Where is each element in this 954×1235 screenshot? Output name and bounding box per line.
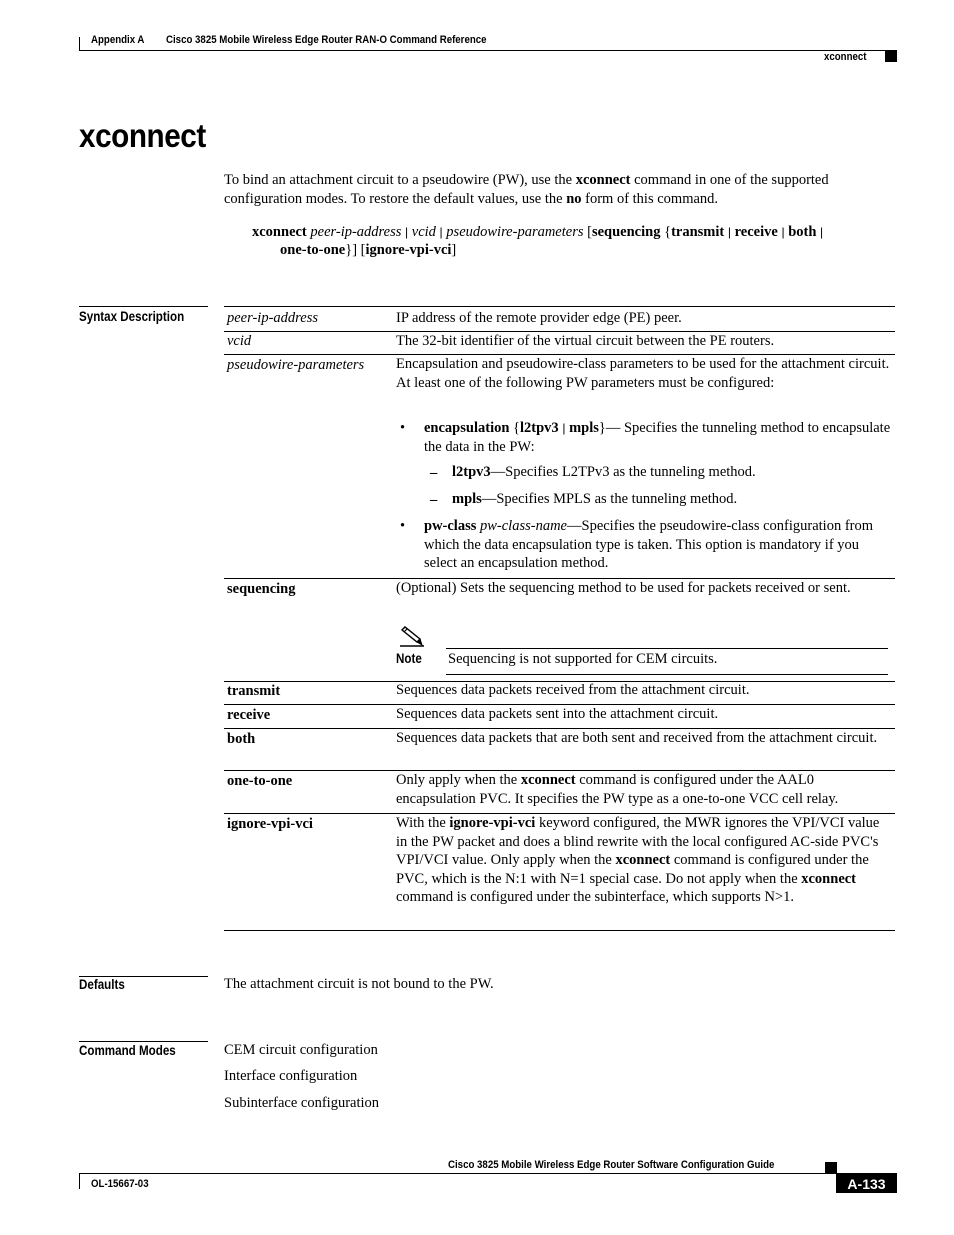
intro-text-3: form of this command. bbox=[581, 190, 719, 207]
syntax-kw-both: both bbox=[788, 224, 817, 240]
syntax-arg-peer: peer-ip-address bbox=[310, 224, 402, 240]
intro-text-1: To bind an attachment circuit to a pseudowire (PW), use the bbox=[224, 172, 576, 188]
section-command-modes: Command Modes bbox=[79, 1043, 176, 1058]
term-vcid: vcid bbox=[227, 333, 252, 349]
ign-keyword: ignore-vpi-vci bbox=[449, 815, 536, 831]
term-sequencing: sequencing bbox=[227, 581, 296, 597]
kw-mpls: mpls bbox=[452, 491, 482, 507]
syntax-bar: | bbox=[781, 225, 785, 239]
bullet-pw-class bbox=[424, 517, 892, 573]
mode-item: Interface configuration bbox=[224, 1068, 358, 1084]
footer-doc-id: OL-15667-03 bbox=[91, 1178, 149, 1190]
term-transmit: transmit bbox=[227, 683, 281, 699]
dash-icon: – bbox=[430, 465, 438, 481]
ign-command-2: xconnect bbox=[801, 870, 857, 887]
sideline-command-modes bbox=[79, 1041, 208, 1042]
syntax-kw-one-to-one: one-to-one bbox=[280, 242, 346, 258]
bullet-encapsulation: encapsulation {l2tpv3 | mpls}— Specifies the tunneling method to encapsulate the data in the PW: bbox=[424, 420, 891, 455]
term-both: both bbox=[227, 731, 256, 747]
term-ignore-vpi-vci: ignore-vpi-vci bbox=[227, 816, 313, 832]
table-top-rule bbox=[224, 306, 895, 307]
kw-l2tpv3: l2tpv3 bbox=[520, 420, 559, 436]
pencil-icon bbox=[398, 626, 426, 648]
dash-icon: – bbox=[430, 492, 438, 508]
footer-page-number: A-133 bbox=[847, 1176, 886, 1192]
header-section: xconnect bbox=[824, 51, 867, 63]
desc-receive: Sequences data packets sent into the attachment circuit. bbox=[396, 706, 719, 722]
syntax-bar: | bbox=[405, 225, 409, 239]
pw-class-desc: —Specifies the pseudowire-class configuration from which the data encapsulation type is taken. This option is mandatory if you select an encapsulation method. bbox=[424, 518, 874, 572]
syntax-arg-pw: pseudowire-parameters bbox=[446, 224, 584, 240]
header-book-title: Cisco 3825 Mobile Wireless Edge Router RAN-O Command Reference bbox=[166, 34, 487, 46]
section-defaults: Defaults bbox=[79, 977, 125, 992]
desc-transmit: Sequences data packets received from the attachment circuit. bbox=[396, 682, 750, 698]
intro-command: xconnect bbox=[575, 172, 631, 188]
defaults-text: The attachment circuit is not bound to the PW. bbox=[224, 976, 494, 992]
term-receive: receive bbox=[227, 707, 271, 723]
syntax-line-2: one-to-one}] [ignore-vpi-vci] bbox=[280, 242, 457, 258]
bullet-icon: • bbox=[400, 518, 406, 534]
kw-encapsulation: encapsulation bbox=[424, 420, 510, 436]
l2tpv3-desc: —Specifies L2TPv3 as the tunneling method. bbox=[490, 464, 756, 480]
header-left-bar bbox=[79, 37, 80, 51]
desc-sequencing: (Optional) Sets the sequencing method to be used for packets received or sent. bbox=[396, 580, 851, 596]
intro-text-2: command in one of the supported configuration modes. To restore the default values, use the bbox=[224, 172, 829, 207]
mode-item: Subinterface configuration bbox=[224, 1095, 380, 1111]
header-rule bbox=[79, 50, 897, 51]
footer-guide-title: Cisco 3825 Mobile Wireless Edge Router Software Configuration Guide bbox=[448, 1159, 775, 1171]
syntax-kw-sequencing: sequencing bbox=[591, 224, 661, 240]
term-pseudowire-parameters: pseudowire-parameters bbox=[227, 357, 365, 373]
one-command: xconnect bbox=[520, 772, 576, 788]
syntax-arg-vcid: vcid bbox=[411, 224, 436, 240]
desc-vcid: The 32-bit identifier of the virtual circuit between the PE routers. bbox=[396, 333, 775, 349]
kw-pw-class: pw-class bbox=[424, 518, 477, 534]
table-bottom-rule bbox=[224, 930, 895, 931]
page-title: xconnect bbox=[79, 117, 206, 154]
note-text: Sequencing is not supported for CEM circuits. bbox=[448, 651, 718, 667]
syntax-bar: | bbox=[727, 225, 731, 239]
section-syntax-description: Syntax Description bbox=[79, 309, 185, 324]
syntax-command: xconnect bbox=[252, 224, 307, 240]
header-black-block bbox=[885, 50, 897, 62]
mode-item: CEM circuit configuration bbox=[224, 1042, 378, 1058]
header-appendix: Appendix A bbox=[91, 34, 145, 46]
desc-one-to-one bbox=[396, 771, 892, 808]
syntax-kw-transmit: transmit bbox=[671, 224, 725, 240]
desc-ignore-vpi-vci bbox=[396, 814, 892, 907]
one-text-2: command is configured under the AAL0 encapsulation PVC. It specifies the PW type as a one-to-one VCC cell relay. bbox=[396, 772, 839, 807]
kw-l2tpv3: l2tpv3 bbox=[452, 464, 491, 480]
syntax-bar: | bbox=[820, 225, 824, 239]
ign-text-2: keyword configured, the MWR ignores the VPI/VCI value in the PW packet and does a blind rewrite with the local configured AC-side PVC's VPI/VCI value. Only apply when the bbox=[396, 815, 880, 869]
syntax-kw-ignore: ignore-vpi-vci bbox=[365, 242, 452, 258]
arg-pw-class-name: pw-class-name bbox=[480, 518, 567, 534]
intro-no-keyword: no bbox=[566, 190, 582, 207]
ign-text-1: With the bbox=[396, 815, 450, 831]
sub-l2tpv3 bbox=[452, 464, 892, 481]
sub-mpls bbox=[452, 491, 892, 508]
desc-pseudowire-parameters: Encapsulation and pseudowire-class parameters to be used for the attachment circuit. At least one of the following PW parameters must be configured: bbox=[396, 356, 890, 391]
kw-mpls: mpls bbox=[569, 420, 599, 436]
syntax-kw-receive: receive bbox=[734, 224, 778, 240]
syntax-bar: | bbox=[439, 225, 443, 239]
footer-black-block bbox=[825, 1162, 837, 1173]
desc-both: Sequences data packets that are both sent and received from the attachment circuit. bbox=[396, 730, 878, 746]
one-text-1: Only apply when the bbox=[396, 772, 521, 788]
syntax-line-1: xconnect peer-ip-address | vcid | pseudowire-parameters [sequencing {transmit | receive | both | bbox=[252, 224, 824, 240]
bar: | bbox=[562, 421, 566, 435]
ign-text-4: command is configured under the subinterface, which supports N>1. bbox=[396, 889, 794, 906]
encapsulation-desc: — Specifies the tunneling method to encapsulate the data in the PW: bbox=[424, 420, 891, 455]
footer-left-bar bbox=[79, 1173, 80, 1189]
term-one-to-one: one-to-one bbox=[227, 773, 293, 789]
mpls-desc: —Specifies MPLS as the tunneling method. bbox=[481, 491, 738, 507]
note-bottom-rule bbox=[446, 674, 888, 675]
term-peer-ip-address: peer-ip-address bbox=[227, 310, 318, 326]
sideline-syntax bbox=[79, 306, 208, 307]
footer-rule bbox=[79, 1173, 897, 1174]
note-label: Note bbox=[396, 651, 422, 666]
desc-peer-ip-address: IP address of the remote provider edge (PE) peer. bbox=[396, 310, 682, 326]
ign-command: xconnect bbox=[615, 852, 671, 869]
bullet-icon: • bbox=[400, 420, 406, 436]
intro-paragraph bbox=[224, 171, 896, 208]
note-top-rule bbox=[446, 648, 888, 649]
ign-text-3: command is configured under the PVC, which is the N:1 with N=1 special case. Do not apply when the bbox=[396, 852, 869, 887]
